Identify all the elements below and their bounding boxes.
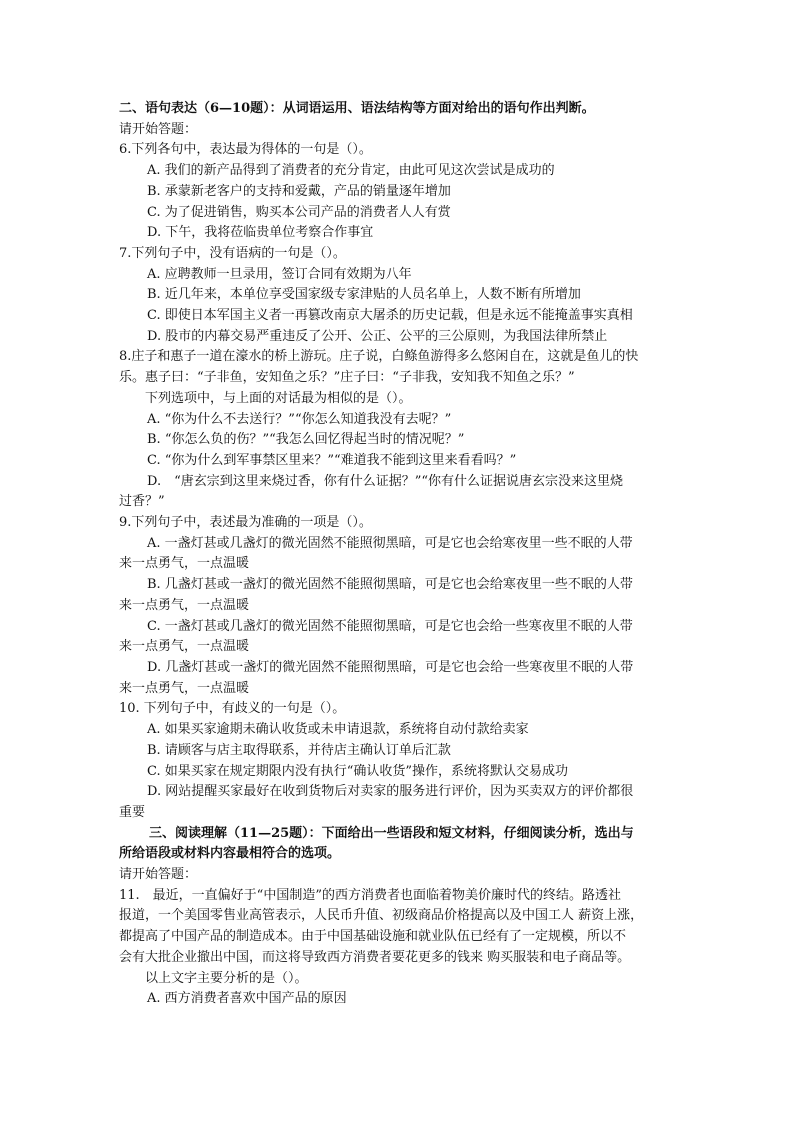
q10-stem: 10. 下列句子中，有歧义的一句是（）。 xyxy=(119,701,346,717)
q11-passage-line4: 会有大批企业撤出中国，而这将导致西方消费者要花更多的钱来 购买服装和电子商品等。 xyxy=(119,949,631,965)
section3-heading-line1: 三、阅读理解（11—25题）：下面给出一些语段和短文材料，仔细阅读分析，选出与 xyxy=(149,825,634,841)
q8-stem-line1: 8.庄子和惠子一道在濠水的桥上游玩。庄子说，白鲦鱼游得多么悠闲自在，这就是鱼儿的快 xyxy=(119,349,639,365)
q11-passage-line2: 报道，一个美国零售业高管表示，人民币升值、初级商品价格提高以及中国工人 薪资上涨， xyxy=(119,908,644,924)
q7-option-b: B. 近几年来，本单位享受国家级专家津贴的人员名单上，人数不断有所增加 xyxy=(147,287,581,303)
q8-option-c: C. “你为什么到军事禁区里来？”“难道我不能到这里来看看吗？” xyxy=(147,452,517,468)
q9-option-d-line2: 来一点勇气，一点温暖 xyxy=(119,680,250,696)
q7-option-a: A. 应聘教师一旦录用，签订合同有效期为八年 xyxy=(147,266,412,282)
q10-option-b: B. 请顾客与店主取得联系，并待店主确认订单后汇款 xyxy=(147,742,451,758)
q11-question: 以上文字主要分析的是（）。 xyxy=(145,970,308,986)
q8-option-d-line2: 过香？” xyxy=(119,494,165,510)
q8-stem-line2: 乐。惠子曰：“子非鱼，安知鱼之乐？”庄子曰：“子非我，安知我不知鱼之乐？” xyxy=(119,370,575,386)
q9-option-c-line1: C. 一盏灯甚或几盏灯的微光固然不能照彻黑暗，可是它也会给一些寒夜里不眠的人带 xyxy=(147,618,633,634)
q10-option-d-line1: D. 网站提醒买家最好在收到货物后对卖家的服务进行评价，因为买卖双方的评价都很 xyxy=(147,784,634,800)
q8-option-b: B. “你怎么负的伤？”“我怎么回忆得起当时的情况呢？” xyxy=(147,432,465,448)
q9-option-a-line2: 来一点勇气，一点温暖 xyxy=(119,556,250,572)
q10-option-d-line2: 重要 xyxy=(119,804,146,820)
q9-option-b-line2: 来一点勇气，一点温暖 xyxy=(119,597,250,613)
q9-option-b-line1: B. 几盏灯甚或一盏灯的微光固然不能照彻黑暗，可是它也会给寒夜里一些不眠的人带 xyxy=(147,577,633,593)
q8-question: 下列选项中，与上面的对话最为相似的是（）。 xyxy=(145,390,412,406)
q11-passage-line1: 11. 最近，一直偏好于“中国制造”的西方消费者也面临着物美价廉时代的终结。路透社 xyxy=(119,887,621,903)
q8-option-a: A. “你为什么不去送行？”“你怎么知道我没有去呢？” xyxy=(147,411,452,427)
q9-option-d-line1: D. 几盏灯甚或一盏灯的微光固然不能照彻黑暗，可是它也会给一些寒夜里不眠的人带 xyxy=(147,659,634,675)
q6-option-a: A. 我们的新产品得到了消费者的充分肯定，由此可见这次尝试是成功的 xyxy=(147,163,555,179)
q8-option-d-line1: D. “唐玄宗到这里来烧过香，你有什么证据？”“你有什么证据说唐玄宗没来这里烧 xyxy=(147,473,624,489)
section3-heading-line2: 所给语段或材料内容最相符合的选项。 xyxy=(119,846,341,862)
q10-option-c: C. 如果买家在规定期限内没有执行“确认收货”操作，系统将默认交易成功 xyxy=(147,763,569,779)
section2-start-label: 请开始答题： xyxy=(119,121,198,137)
q7-option-c: C. 即使日本军国主义者一再篡改南京大屠杀的历史记载，但是永远不能掩盖事实真相 xyxy=(147,308,633,324)
q7-stem: 7.下列句子中，没有语病的一句是（）。 xyxy=(119,245,346,261)
q9-stem: 9.下列句子中，表述最为准确的一项是（）。 xyxy=(119,515,372,531)
q11-passage-line3: 都提高了中国产品的制造成本。由于中国基础设施和就业队伍已经有了一定规模，所以不 xyxy=(119,929,627,945)
q9-option-a-line1: A. 一盏灯甚或几盏灯的微光固然不能照彻黑暗，可是它也会给寒夜里一些不眠的人带 xyxy=(147,535,633,551)
q11-option-a: A. 西方消费者喜欢中国产品的原因 xyxy=(147,991,347,1007)
q6-option-b: B. 承蒙新老客户的支持和爱戴，产品的销量逐年增加 xyxy=(147,183,451,199)
q6-option-c: C. 为了促进销售，购买本公司产品的消费者人人有赏 xyxy=(147,204,451,220)
section3-start-label: 请开始答题： xyxy=(119,867,198,883)
q6-stem: 6.下列各句中，表达最为得体的一句是（）。 xyxy=(119,142,372,158)
q7-option-d: D. 股市的内幕交易严重违反了公开、公正、公平的三公原则，为我国法律所禁止 xyxy=(147,328,608,344)
section2-heading: 二、语句表达（6—10题）：从词语运用、语法结构等方面对给出的语句作出判断。 xyxy=(119,101,595,116)
q9-option-c-line2: 来一点勇气，一点温暖 xyxy=(119,639,250,655)
document-page xyxy=(119,99,679,1010)
q10-option-a: A. 如果买家逾期未确认收货或未申请退款，系统将自动付款给卖家 xyxy=(147,722,529,738)
q6-option-d: D. 下午，我将莅临贵单位考察合作事宜 xyxy=(147,225,374,241)
